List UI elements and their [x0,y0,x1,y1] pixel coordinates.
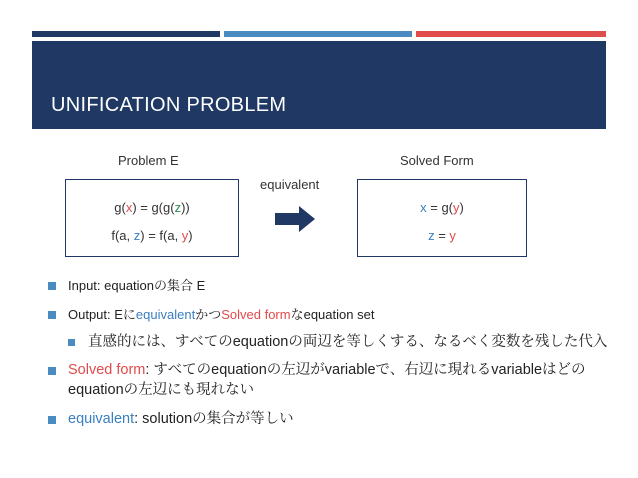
text-run: なequation set [290,307,375,322]
bullet-list [48,277,608,429]
problem-box [65,179,239,257]
title-banner [32,41,606,129]
bullet-text: 直感的には、すべてのequationの両辺を等しくする、なるべく変数を残した代入 [88,334,608,350]
bullet-square-icon [48,282,56,290]
var-z: z [428,228,435,243]
solved-equation-2 [358,228,526,243]
bullet-square-icon [48,311,56,319]
problem-equation-1 [66,200,238,215]
var-x: x [420,200,427,215]
slide-title: UNIFICATION PROBLEM [51,94,287,116]
var-z: z [133,228,141,243]
term-solved-form: Solved form [221,307,291,322]
bullet-square-icon [48,367,56,375]
text-run: かつ [195,307,222,322]
bullet-equivalent [48,409,608,429]
bullet-intuition [68,332,608,352]
accent-bar-navy [32,31,220,37]
text-run: Output: Eに [68,307,136,322]
problem-equation-2 [66,228,238,243]
equivalent-label: equivalent [260,177,320,192]
bullet-text: Input: equationの集合 E [68,278,206,293]
bullet-text [68,306,608,323]
bullet-text [68,409,608,429]
bullet-square-icon [48,416,56,424]
eq-text: ) [459,200,464,215]
var-y: y [449,228,456,243]
var-x: x [125,200,133,215]
bullet-square-icon [68,339,75,346]
bullet-solved-form [48,360,608,400]
eq-text: ) = g(g( [132,200,175,215]
bullet-text [68,360,608,400]
eq-text: ) [188,228,193,243]
solved-form-box [357,179,527,257]
solved-equation-1 [358,200,526,215]
eq-text: ) = f(a, [140,228,182,243]
eq-text: = g( [426,200,454,215]
text-run: : solutionの集合が等しい [134,411,294,427]
bullet-input [48,277,608,294]
bullet-output [48,306,608,323]
term-equivalent: equivalent [135,307,196,322]
problem-label: Problem E [118,153,179,168]
eq-text: )) [181,200,190,215]
eq-text: = [434,228,450,243]
accent-bar-blue [224,31,412,37]
eq-text: g( [114,200,126,215]
term-solved-form: Solved form [68,362,146,378]
term-equivalent: equivalent [68,411,135,427]
eq-text: f(a, [111,228,134,243]
var-y: y [181,228,189,243]
var-z: z [174,200,182,215]
solved-form-label: Solved Form [400,153,474,168]
text-run: : すべてのequationの左辺がvariableで、右辺に現れるvariableはどのequationの左辺にも現れない [68,362,586,398]
accent-bar-red [416,31,606,37]
right-arrow-icon [275,206,315,232]
var-y: y [453,200,460,215]
